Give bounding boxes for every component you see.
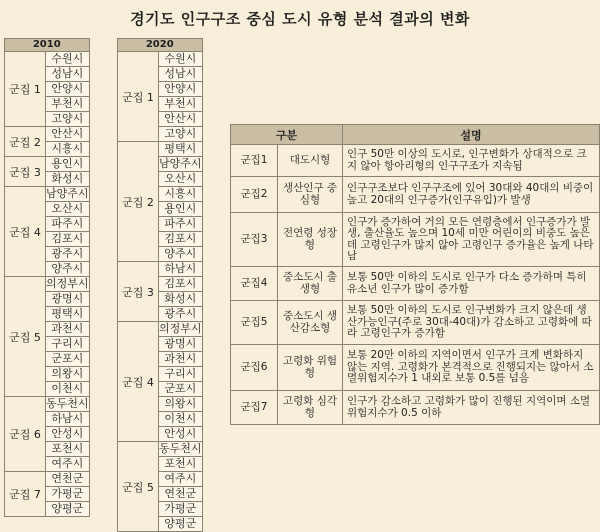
cluster-label: 군집 1 (118, 52, 159, 142)
cluster-name: 군집6 (231, 345, 278, 391)
cluster-label: 군집 3 (5, 157, 46, 187)
cluster-label: 군집 4 (5, 187, 46, 277)
table-row (231, 177, 600, 213)
city-cell: 포천시 (159, 457, 203, 472)
city-cell: 하남시 (159, 262, 203, 277)
cluster-description: 보통 20만 이하의 지역이면서 인구가 크게 변화하지 않는 지역. 고령화가 본격적으로 진행되지는 않아서 소멸위험지수가 1 내외로 보통 0.5를 넘음 (343, 345, 600, 391)
table-row (118, 322, 203, 337)
city-cell: 구리시 (46, 337, 90, 352)
table-row (5, 127, 90, 142)
cluster-label: 군집 3 (118, 262, 159, 322)
city-cell: 양주시 (46, 262, 90, 277)
cluster-type: 중소도시 출생형 (278, 267, 343, 301)
city-cell: 이천시 (159, 412, 203, 427)
city-cell: 이천시 (46, 382, 90, 397)
table-row (231, 145, 600, 177)
city-cell: 성남시 (46, 67, 90, 82)
header-category: 구분 (231, 125, 343, 145)
city-cell: 하남시 (46, 412, 90, 427)
city-cell: 과천시 (159, 352, 203, 367)
table-row (231, 213, 600, 267)
table-row (5, 397, 90, 412)
table-2010 (4, 38, 90, 517)
table-row (118, 262, 203, 277)
city-cell: 의정부시 (159, 322, 202, 335)
cluster-description-table (230, 124, 600, 425)
cluster-type: 대도시형 (278, 145, 343, 177)
city-cell: 양주시 (159, 247, 203, 262)
cluster-type: 고령화 심각형 (278, 391, 343, 425)
table-row (231, 301, 600, 345)
city-cell: 연천군 (159, 487, 203, 502)
year-header: 2010 (5, 39, 90, 52)
city-cell: 여주시 (46, 457, 90, 472)
year-header: 2020 (118, 39, 203, 52)
city-cell: 남양주시 (159, 157, 202, 170)
city-cell: 안산시 (159, 112, 203, 127)
cluster-description: 인구구조보다 인구구조에 있어 30대와 40대의 비중이 높고 20대의 인구증가(인구유입)가 발생 (343, 177, 600, 213)
table-row (118, 142, 203, 157)
city-cell: 김포시 (159, 232, 203, 247)
cluster-description: 인구 50만 이상의 도시로, 인구변화가 상대적으로 크지 않아 항아리형의 인구구조가 지속됨 (343, 145, 600, 177)
cluster-name: 군집2 (231, 177, 278, 213)
city-cell: 부천시 (159, 97, 203, 112)
city-cell: 안양시 (46, 82, 90, 97)
table-row (5, 187, 90, 202)
city-cell: 군포시 (46, 352, 90, 367)
cluster-label: 군집 7 (5, 472, 46, 517)
table-row (5, 52, 90, 67)
city-cell: 김포시 (46, 232, 90, 247)
city-cell: 가평군 (159, 502, 203, 517)
cluster-name: 군집5 (231, 301, 278, 345)
city-cell: 파주시 (159, 217, 203, 232)
city-cell: 남양주시 (46, 187, 89, 200)
header-description: 설명 (343, 125, 600, 145)
table-2020 (117, 38, 203, 532)
city-cell: 의정부시 (46, 277, 89, 290)
city-cell: 안성시 (159, 427, 203, 442)
city-cell: 오산시 (159, 172, 203, 187)
city-cell: 시흥시 (46, 142, 90, 157)
cluster-type: 전연령 성장형 (278, 213, 343, 267)
city-cell: 안양시 (159, 82, 203, 97)
city-cell: 과천시 (46, 322, 90, 337)
city-cell: 고양시 (159, 127, 203, 142)
cluster-type: 중소도시 생산감소형 (278, 301, 343, 345)
cluster-type: 생산인구 중심형 (278, 177, 343, 213)
city-cell: 용인시 (159, 202, 203, 217)
city-cell: 동두천시 (159, 442, 202, 455)
city-cell: 의왕시 (46, 367, 90, 382)
city-cell: 김포시 (159, 277, 203, 292)
city-cell: 수원시 (159, 52, 203, 67)
city-cell: 광명시 (159, 337, 203, 352)
city-cell: 동두천시 (46, 397, 89, 410)
city-cell: 양평군 (159, 517, 203, 532)
city-cell: 화성시 (159, 292, 203, 307)
city-cell: 군포시 (159, 382, 203, 397)
table-row (5, 472, 90, 487)
city-cell: 광명시 (46, 292, 90, 307)
city-cell: 오산시 (46, 202, 90, 217)
cluster-label: 군집 6 (5, 397, 46, 472)
cluster-label: 군집 2 (5, 127, 46, 157)
city-cell: 성남시 (159, 67, 203, 82)
city-cell: 여주시 (159, 472, 203, 487)
city-cell: 구리시 (159, 367, 203, 382)
cluster-label: 군집 1 (5, 52, 46, 127)
table-row (118, 442, 203, 457)
table-row (231, 345, 600, 391)
city-cell: 수원시 (46, 52, 90, 67)
city-cell: 안산시 (46, 127, 90, 142)
city-cell: 평택시 (159, 142, 203, 157)
cluster-label: 군집 2 (118, 142, 159, 262)
city-cell: 화성시 (46, 172, 90, 187)
cluster-description: 인구가 감소하고 고령화가 많이 진행된 지역이며 소멸위험지수가 0.5 이하 (343, 391, 600, 425)
city-cell: 안성시 (46, 427, 90, 442)
cluster-name: 군집3 (231, 213, 278, 267)
cluster-label: 군집 4 (118, 322, 159, 442)
table-row (231, 267, 600, 301)
city-cell: 포천시 (46, 442, 90, 457)
cluster-label: 군집 5 (118, 442, 159, 532)
city-cell: 광주시 (159, 307, 203, 322)
city-cell: 부천시 (46, 97, 90, 112)
cluster-name: 군집7 (231, 391, 278, 425)
city-cell: 연천군 (46, 472, 90, 487)
table-row (118, 52, 203, 67)
city-cell: 고양시 (46, 112, 90, 127)
city-cell: 의왕시 (159, 397, 203, 412)
city-cell: 평택시 (46, 307, 90, 322)
city-cell: 시흥시 (159, 187, 203, 202)
table-row (5, 277, 90, 292)
city-cell: 광주시 (46, 247, 90, 262)
cluster-name: 군집4 (231, 267, 278, 301)
cluster-type: 고령화 위험형 (278, 345, 343, 391)
cluster-description: 보통 50만 이하의 도시로 인구가 다소 증가하며 특히 유소년 인구가 많이 증가함 (343, 267, 600, 301)
page-title: 경기도 인구구조 중심 도시 유형 분석 결과의 변화 (130, 10, 470, 28)
cluster-description: 인구가 증가하여 거의 모든 연령층에서 인구증가가 발생, 출산율도 높으며 10세 미만 어린이의 비중도 높은데 고령인구가 많지 않아 고령인구 증가율은 높게 나타남 (343, 213, 600, 267)
table-row (231, 391, 600, 425)
cluster-label: 군집 5 (5, 277, 46, 397)
table-row (5, 157, 90, 172)
city-cell: 가평군 (46, 487, 90, 502)
city-cell: 용인시 (46, 157, 90, 172)
city-cell: 파주시 (46, 217, 90, 232)
city-cell: 양평군 (46, 502, 90, 517)
cluster-description: 보통 50만 이하의 도시로 인구변화가 크지 않은데 생산가능인구(주로 30대-40대)가 감소하고 고령화에 따라 고령인구가 증가함 (343, 301, 600, 345)
cluster-name: 군집1 (231, 145, 278, 177)
